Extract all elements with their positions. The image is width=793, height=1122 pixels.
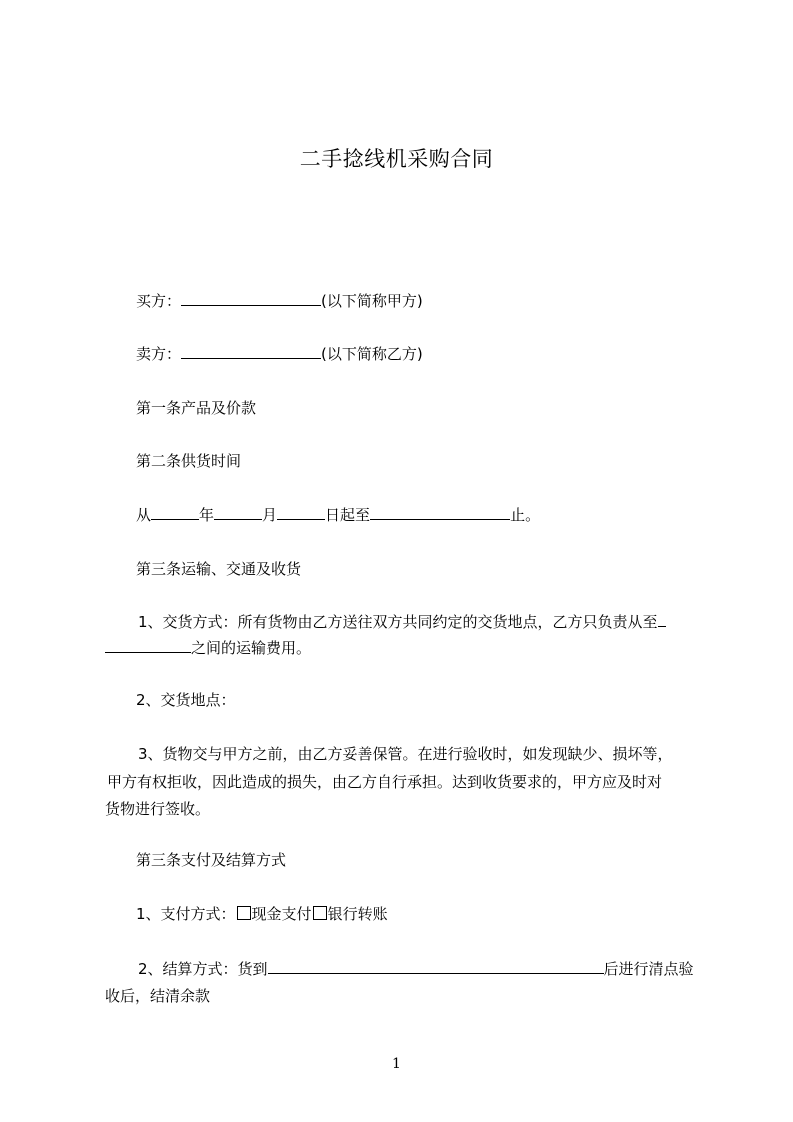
settlement-suffix: 后进行清点验 — [603, 960, 694, 978]
seller-line — [136, 344, 423, 364]
settlement-blank[interactable] — [268, 959, 604, 974]
article-2-heading: 第二条供货时间 — [136, 452, 242, 470]
payment-method-line — [136, 904, 388, 924]
bank-transfer-label: 银行转账 — [327, 905, 388, 923]
bank-transfer-checkbox[interactable] — [313, 906, 327, 920]
clause-3-line-2: 甲方有权拒收，因此造成的损失，由乙方自行承担。达到收货要求的，甲方应及时对 — [107, 773, 663, 791]
article-1-heading: 第一条产品及价款 — [136, 399, 257, 417]
clause-3-line-3: 货物进行签收。 — [105, 800, 211, 818]
period-month-blank[interactable] — [214, 505, 262, 520]
period-year: 年 — [199, 506, 215, 524]
clause-2: 2、交货地点： — [136, 691, 236, 709]
settlement-line-1 — [138, 959, 694, 979]
buyer-label: 买方： — [136, 292, 182, 310]
period-end: 止。 — [510, 506, 541, 524]
document-title: 二手捻线机采购合同 — [299, 147, 494, 171]
clause-1-to-blank[interactable] — [105, 638, 191, 653]
cash-payment-label: 现金支付 — [251, 905, 312, 923]
clause-1-line-1 — [138, 612, 666, 632]
period-end-blank[interactable] — [370, 505, 510, 520]
clause-3-line-1: 3、货物交与甲方之前，由乙方妥善保管。在进行验收时，如发现缺少、损坏等， — [138, 745, 673, 763]
page-number: 1 — [392, 1056, 401, 1072]
period-year-blank[interactable] — [151, 505, 199, 520]
period-from: 从 — [136, 506, 152, 524]
article-3-heading: 第三条运输、交通及收货 — [136, 560, 302, 578]
payment-prefix: 1、支付方式： — [136, 905, 236, 923]
clause-1-suffix: 之间的运输费用。 — [191, 639, 312, 657]
clause-1-from-blank[interactable] — [658, 612, 666, 627]
period-day-blank[interactable] — [277, 505, 325, 520]
buyer-line — [136, 291, 423, 311]
seller-label: 卖方： — [136, 345, 182, 363]
seller-suffix: (以下简称乙方) — [321, 345, 423, 363]
period-day-until: 日起至 — [325, 506, 371, 524]
settlement-line-2: 收后，结清余款 — [105, 987, 211, 1005]
settlement-prefix: 2、结算方式：货到 — [138, 960, 268, 978]
article-4-heading: 第三条支付及结算方式 — [136, 851, 287, 869]
cash-payment-checkbox[interactable] — [237, 906, 251, 920]
buyer-name-blank[interactable] — [181, 291, 321, 306]
buyer-suffix: (以下简称甲方) — [321, 292, 423, 310]
clause-1-line-2 — [105, 638, 311, 658]
period-month: 月 — [262, 506, 278, 524]
clause-1-text: 1、交货方式：所有货物由乙方送往双方共同约定的交货地点，乙方只负责从至 — [138, 613, 658, 631]
supply-period-line — [136, 505, 540, 525]
seller-name-blank[interactable] — [181, 344, 321, 359]
